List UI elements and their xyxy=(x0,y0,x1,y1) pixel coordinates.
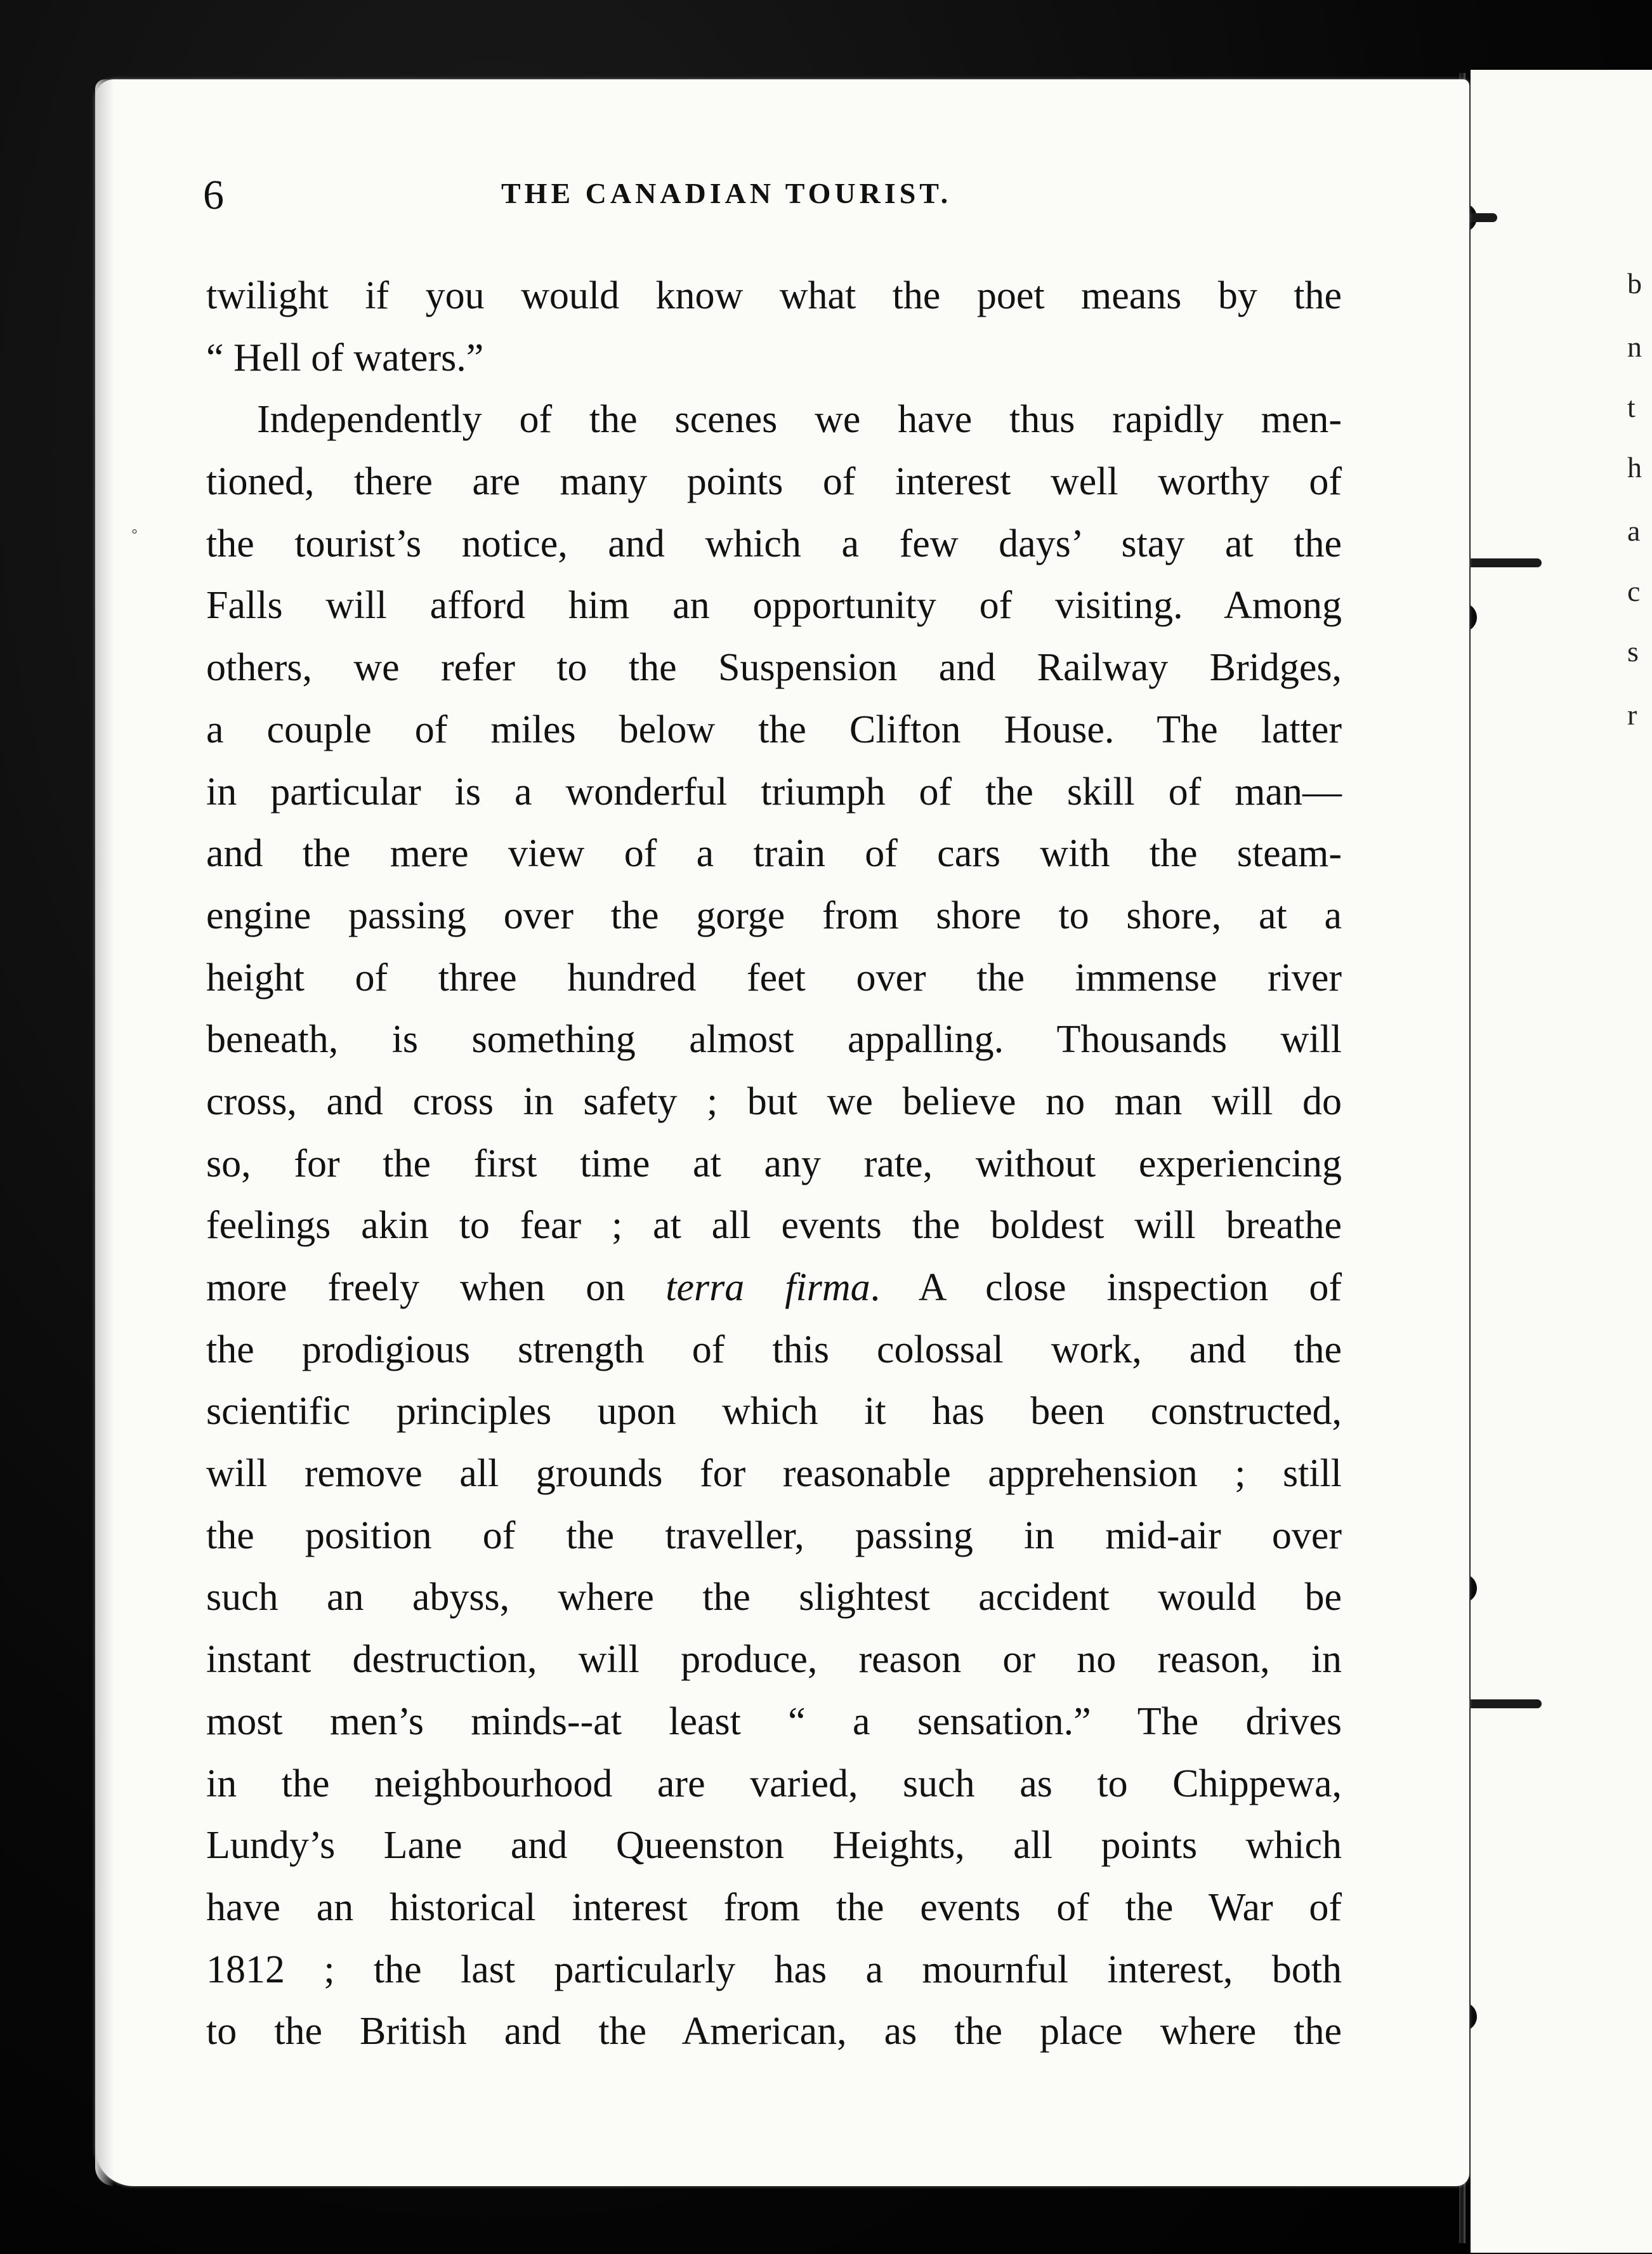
facing-page-fragment: t xyxy=(1627,391,1636,423)
text-line: the position of the traveller, passing in mid-air over xyxy=(206,1513,1342,1557)
text-line: most men’s minds--at least “ a sensation.” The drives xyxy=(206,1699,1342,1743)
text-line: have an historical interest from the events of the War of xyxy=(206,1885,1342,1929)
text-line: twilight if you would know what the poet means by the xyxy=(206,274,1342,317)
text-line xyxy=(206,1257,1342,1319)
text-line: Lundy’s Lane and Queenston Heights, all points which xyxy=(206,1824,1342,1868)
text-line: instant destruction, will produce, reason or no reason, in xyxy=(206,1638,1342,1682)
facing-page-fragment: h xyxy=(1627,451,1642,484)
facing-page-fragment: a xyxy=(1627,515,1641,547)
text-line: others, we refer to the Suspension and Railway Bridges, xyxy=(206,646,1342,690)
stray-mark: ˳ xyxy=(131,508,138,534)
facing-page-fragment: n xyxy=(1627,331,1642,363)
text-line: engine passing over the gorge from shore to shore, at a xyxy=(206,893,1342,937)
text-line: beneath, is something almost appalling. Thousands will xyxy=(206,1018,1342,1062)
text-line: to the British and the American, as the place where the xyxy=(206,2010,1342,2053)
text-line: “ Hell of waters.” xyxy=(206,336,484,379)
italic-phrase: terra firma xyxy=(665,1266,870,1309)
page-number: 6 xyxy=(203,172,224,218)
running-head xyxy=(203,171,1339,241)
page-edge-shadow xyxy=(95,79,114,2186)
text-line: scientific principles upon which it has been constructed, xyxy=(206,1390,1342,1433)
text-line: feelings akin to fear ; at all events the boldest will breathe xyxy=(206,1204,1342,1248)
text-line: will remove all grounds for reasonable apprehension ; still xyxy=(206,1452,1342,1496)
text-line: 1812 ; the last particularly has a mournful interest, both xyxy=(206,1948,1342,1991)
text-line: in the neighbourhood are varied, such as to Chippewa, xyxy=(206,1762,1342,1805)
facing-page xyxy=(1471,70,1652,2253)
text-line: Independently of the scenes we have thus rapidly men- xyxy=(257,398,1342,442)
text-line: height of three hundred feet over the immense river xyxy=(206,956,1342,999)
text-line: and the mere view of a train of cars with the steam- xyxy=(206,832,1342,876)
text-segment: . A close inspection of xyxy=(870,1266,1342,1309)
text-line: a couple of miles below the Clifton House. The latter xyxy=(206,708,1342,751)
facing-page-fragment: c xyxy=(1627,575,1641,607)
text-line: so, for the first time at any rate, without experiencing xyxy=(206,1142,1342,1185)
facing-page-fragment: r xyxy=(1627,699,1637,731)
text-line: tioned, there are many points of interest well worthy of xyxy=(206,460,1342,504)
facing-page-fragment: b xyxy=(1627,267,1642,300)
text-line: the tourist’s notice, and which a few days’ stay at the xyxy=(206,522,1342,565)
text-line: cross, and cross in safety ; but we believe no man will do xyxy=(206,1079,1342,1123)
text-line: Falls will afford him an opportunity of visiting. Among xyxy=(206,584,1342,628)
facing-page-fragment: s xyxy=(1627,635,1639,668)
text-line: such an abyss, where the slightest accident would be xyxy=(206,1576,1342,1619)
text-segment: more freely when on xyxy=(206,1266,666,1309)
running-title: THE CANADIAN TOURIST. xyxy=(501,177,952,209)
text-line: in particular is a wonderful triumph of the skill of man— xyxy=(206,770,1342,814)
text-line: the prodigious strength of this colossal work, and the xyxy=(206,1328,1342,1371)
body-text xyxy=(206,265,1342,2063)
